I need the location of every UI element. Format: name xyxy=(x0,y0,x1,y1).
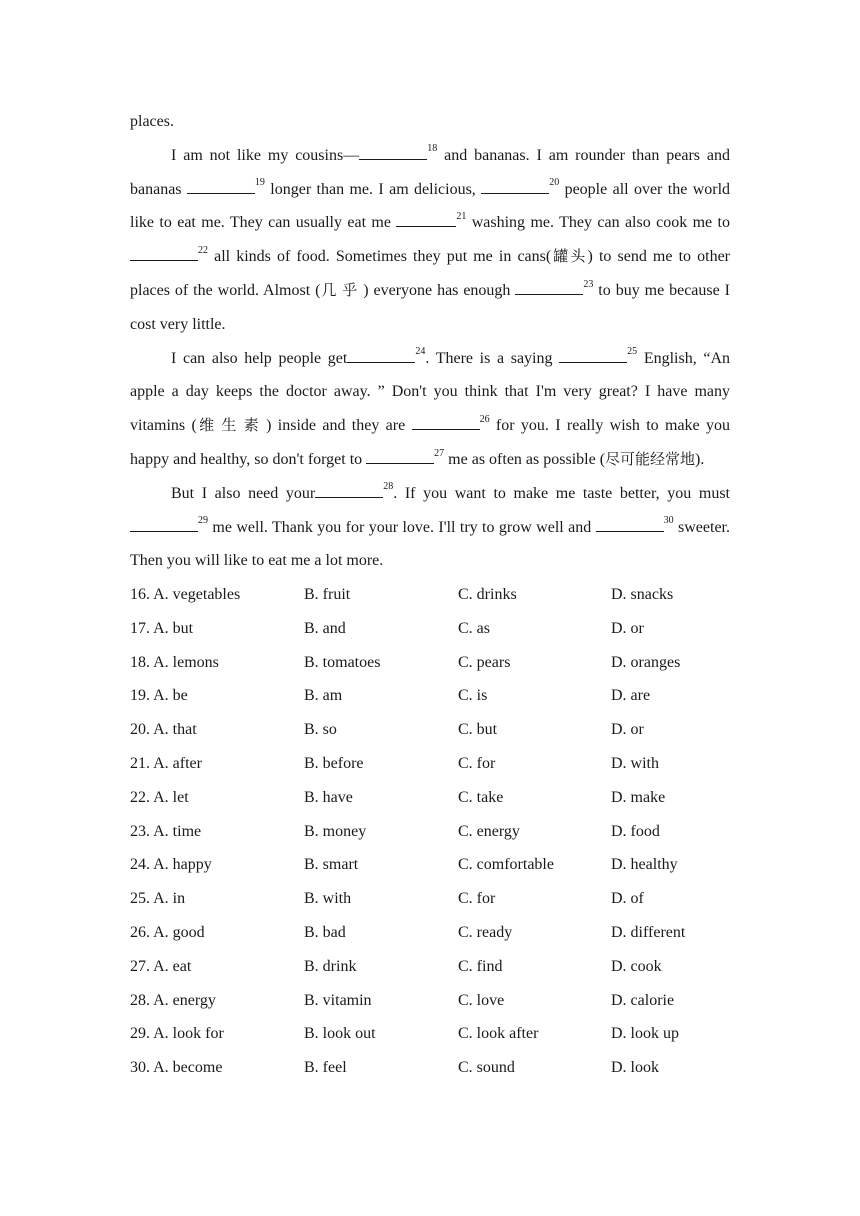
blank-number-29: 29 xyxy=(198,515,208,527)
option-b[interactable]: B. vitamin xyxy=(304,991,372,1009)
blank-number-28: 28 xyxy=(383,481,394,493)
paragraph-text: places. xyxy=(130,113,174,130)
option-c[interactable]: C. as xyxy=(458,619,490,637)
text-run: longer than me. I am delicious, xyxy=(264,180,482,198)
blank-24[interactable] xyxy=(347,347,415,363)
text-run: ) to send me to other places of the world. Almost ( xyxy=(130,248,730,299)
blank-number-25: 25 xyxy=(627,346,638,358)
option-b[interactable]: B. so xyxy=(304,721,337,739)
blank-21[interactable] xyxy=(396,211,456,227)
text-run: all kinds of food. Sometimes they put me in cans( xyxy=(208,248,552,266)
text-run: me as often as possible ( xyxy=(444,450,606,468)
chinese-gloss-vitamins: 维生素 xyxy=(196,416,267,435)
blank-number-21: 21 xyxy=(456,211,467,223)
text-run: me well. Thank you for your love. I'll try to grow well and xyxy=(208,518,596,536)
blank-18[interactable] xyxy=(359,144,427,160)
blank-number-26: 26 xyxy=(479,413,490,425)
text-run: to buy me because I cost very little. xyxy=(130,281,731,333)
passage-paragraph-3 xyxy=(130,477,730,578)
question-row xyxy=(130,646,730,680)
blank-26[interactable] xyxy=(412,414,480,430)
text-run: But I also need your xyxy=(171,484,316,502)
text-run: . If you want to make me taste better, you must xyxy=(393,484,730,502)
option-b[interactable]: B. drink xyxy=(304,957,357,975)
option-d[interactable]: D. of xyxy=(611,890,644,908)
option-a[interactable]: 18. A. lemons xyxy=(130,653,219,671)
question-row xyxy=(130,1051,730,1085)
cloze-passage xyxy=(130,105,730,578)
option-b[interactable]: B. have xyxy=(304,788,353,806)
chinese-gloss-cans: 罐头 xyxy=(551,247,588,266)
option-c[interactable]: C. ready xyxy=(458,924,513,942)
text-run: I am not like my cousins— xyxy=(171,146,360,164)
option-d[interactable]: D. or xyxy=(611,619,644,637)
option-c[interactable]: C. sound xyxy=(458,1059,515,1077)
option-d[interactable]: D. or xyxy=(611,721,644,739)
option-d[interactable]: D. calorie xyxy=(611,991,675,1009)
option-a[interactable]: 28. A. energy xyxy=(130,991,216,1009)
option-c[interactable]: C. pears xyxy=(458,653,511,671)
blank-number-30: 30 xyxy=(663,515,674,527)
question-row xyxy=(130,781,730,815)
answer-options-body xyxy=(130,578,730,1085)
option-a[interactable]: 16. A. vegetables xyxy=(130,586,241,604)
text-run: ) inside and they are xyxy=(266,417,412,435)
question-row xyxy=(130,612,730,646)
question-row xyxy=(130,747,730,781)
question-row xyxy=(130,1018,730,1052)
text-run: . There is a saying xyxy=(425,349,560,367)
option-c[interactable]: C. for xyxy=(458,755,496,773)
option-d[interactable]: D. look up xyxy=(611,1025,679,1043)
option-b[interactable]: B. with xyxy=(304,890,352,908)
question-row xyxy=(130,882,730,916)
text-run: for you. I really wish to make you happy and healthy, so don't forget to xyxy=(130,417,730,468)
option-d[interactable]: D. are xyxy=(611,687,651,705)
blank-29[interactable] xyxy=(130,516,198,532)
text-run: and bananas. I am rounder than pears and bananas xyxy=(130,146,731,198)
blank-number-22: 22 xyxy=(198,244,208,256)
option-b[interactable]: B. before xyxy=(304,755,364,773)
blank-28[interactable] xyxy=(315,482,383,498)
text-run: washing me. They can also cook me to xyxy=(466,214,730,232)
option-a[interactable]: 22. A. let xyxy=(130,788,189,806)
option-b[interactable]: B. am xyxy=(304,687,343,705)
question-row xyxy=(130,713,730,747)
option-c[interactable]: C. look after xyxy=(458,1025,539,1043)
option-a[interactable]: 24. A. happy xyxy=(130,856,212,874)
option-d[interactable]: D. oranges xyxy=(611,653,681,671)
question-row xyxy=(130,916,730,950)
passage-paragraph-1 xyxy=(130,139,730,342)
option-b[interactable]: B. tomatoes xyxy=(304,653,381,671)
option-c[interactable]: C. take xyxy=(458,788,504,806)
option-c[interactable]: C. is xyxy=(458,687,488,705)
blank-27[interactable] xyxy=(366,448,434,464)
blank-30[interactable] xyxy=(596,516,664,532)
option-c[interactable]: C. find xyxy=(458,957,503,975)
option-c[interactable]: C. energy xyxy=(458,822,520,840)
text-run: I can also help people get xyxy=(171,349,348,367)
option-b[interactable]: B. bad xyxy=(304,924,346,942)
blank-number-23: 23 xyxy=(583,278,594,290)
blank-25[interactable] xyxy=(559,347,627,363)
option-b[interactable]: B. fruit xyxy=(304,586,351,604)
blank-number-19: 19 xyxy=(254,177,265,189)
blank-number-18: 18 xyxy=(427,143,438,155)
question-row xyxy=(130,815,730,849)
option-a[interactable]: 21. A. after xyxy=(130,755,202,773)
option-b[interactable]: B. money xyxy=(304,822,367,840)
option-c[interactable]: C. for xyxy=(458,890,496,908)
text-run: people all over the world like to eat me. They can usually eat me xyxy=(130,180,731,232)
text-run: sweeter. Then you will like to eat me a lot more. xyxy=(130,518,730,570)
question-row xyxy=(130,984,730,1018)
option-a[interactable]: 20. A. that xyxy=(130,721,197,739)
option-d[interactable]: D. make xyxy=(611,788,666,806)
option-c[interactable]: C. comfortable xyxy=(458,856,554,874)
blank-20[interactable] xyxy=(481,178,549,194)
option-a[interactable]: 30. A. become xyxy=(130,1059,223,1077)
option-a[interactable]: 25. A. in xyxy=(130,890,186,908)
document-page xyxy=(130,105,730,1085)
blank-23[interactable] xyxy=(515,279,583,295)
question-row xyxy=(130,950,730,984)
option-b[interactable]: B. smart xyxy=(304,856,359,874)
question-row xyxy=(130,680,730,714)
option-b[interactable]: B. look out xyxy=(304,1025,376,1043)
option-a[interactable]: 23. A. time xyxy=(130,822,202,840)
option-c[interactable]: C. drinks xyxy=(458,586,517,604)
text-run: English, “An apple a day keeps the doctor away. ” Don't you think that I'm very great? I have many vitamins ( xyxy=(130,349,731,435)
option-c[interactable]: C. love xyxy=(458,991,505,1009)
option-b[interactable]: B. and xyxy=(304,619,346,637)
option-c[interactable]: C. but xyxy=(458,721,498,739)
option-d[interactable]: D. cook xyxy=(611,957,662,975)
option-d[interactable]: D. snacks xyxy=(611,586,674,604)
text-run: ). xyxy=(695,450,705,468)
passage-paragraph-2 xyxy=(130,342,730,477)
option-d[interactable]: D. with xyxy=(611,755,659,773)
option-d[interactable]: D. look xyxy=(611,1059,659,1077)
passage-paragraph-0 xyxy=(130,105,730,139)
blank-number-24: 24 xyxy=(415,346,426,358)
option-a[interactable]: 17. A. but xyxy=(130,619,194,637)
option-d[interactable]: D. different xyxy=(611,924,686,942)
question-row xyxy=(130,849,730,883)
blank-22[interactable] xyxy=(130,245,198,261)
chinese-gloss-often: 尽可能经常地 xyxy=(605,449,696,468)
answer-options-table xyxy=(130,578,730,1085)
blank-number-27: 27 xyxy=(434,447,445,459)
blank-19[interactable] xyxy=(187,178,255,194)
option-d[interactable]: D. food xyxy=(611,822,660,840)
text-run: ) everyone has enough xyxy=(363,281,516,299)
option-b[interactable]: B. feel xyxy=(304,1059,347,1077)
question-row xyxy=(130,578,730,612)
chinese-gloss-almost: 几乎 xyxy=(320,280,364,299)
option-a[interactable]: 26. A. good xyxy=(130,924,205,942)
option-a[interactable]: 29. A. look for xyxy=(130,1025,224,1043)
option-a[interactable]: 27. A. eat xyxy=(130,957,192,975)
blank-number-20: 20 xyxy=(549,177,560,189)
option-d[interactable]: D. healthy xyxy=(611,856,678,874)
option-a[interactable]: 19. A. be xyxy=(130,687,188,705)
